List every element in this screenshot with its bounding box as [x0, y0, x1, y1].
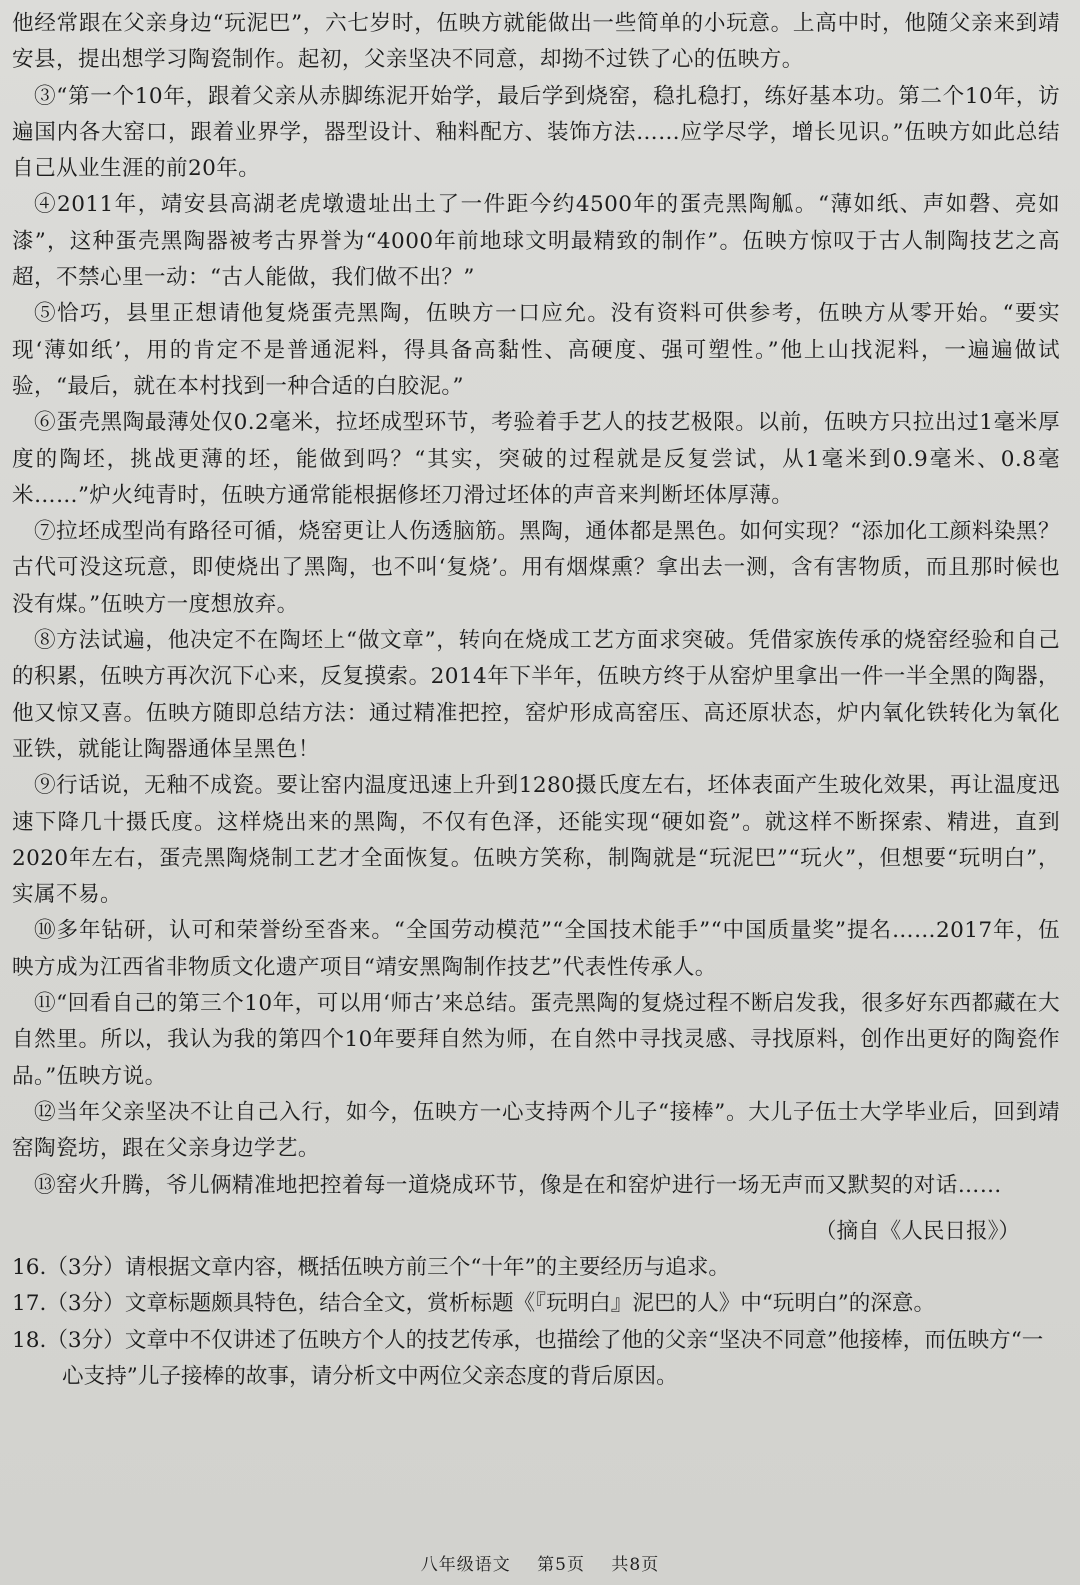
page-footer [0, 1550, 1080, 1575]
paragraph-3: ③“第一个10年，跟着父亲从赤脚练泥开始学，最后学到烧窑，稳扎稳打，练好基本功。第二个10年，访遍国内各大窑口，跟着业界学，器型设计、釉料配方、装饰方法……应学尽学，增长见识。”伍映方如此总结自己从业生涯的前20年。 [12, 83, 1060, 182]
paragraph-10: ⑩多年钻研，认可和荣誉纷至沓来。“全国劳动模范”“全国技术能手”“中国质量奖”提名……2017年，伍映方成为江西省非物质文化遗产项目“靖安黑陶制作技艺”代表性传承人。 [12, 918, 1060, 980]
paragraph-12: ⑫当年父亲坚决不让自己入行，如今，伍映方一心支持两个儿子“接棒”。大儿子伍士大学毕业后，回到靖窑陶瓷坊，跟在父亲身边学艺。 [12, 1099, 1060, 1162]
paragraph-7: ⑦拉坯成型尚有路径可循，烧窑更让人伤透脑筋。黑陶，通体都是黑色。如何实现？“添加化工颜料染黑？古代可没这玩意，即使烧出了黑陶，也不叫‘复烧’。用有烟煤熏？拿出去一测，含有害物质，而且那时候也没有煤。”伍映方一度想放弃。 [12, 519, 1060, 617]
article-source: （摘自《人民日报》） [814, 1218, 1020, 1244]
footer-subject: 八年级语文 [420, 1555, 511, 1575]
paragraph-5: ⑤恰巧，县里正想请他复烧蛋壳黑陶，伍映方一口应允。没有资料可供参考，伍映方从零开始。“要实现‘薄如纸’，用的肯定不是普通泥料，得具备高黏性、高硬度、强可塑性。”他上山找泥料，一遍遍做试验，“最后，就在本村找到一种合适的白胶泥。” [12, 301, 1060, 399]
paragraph-continuation: 他经常跟在父亲身边“玩泥巴”，六七岁时，伍映方就能做出一些简单的小玩意。上高中时，他随父亲来到靖安县，提出想学习陶瓷制作。起初，父亲坚决不同意，却拗不过铁了心的伍映方。 [12, 11, 1060, 73]
paragraph-8: ⑧方法试遍，他决定不在陶坯上“做文章”，转向在烧成工艺方面求突破。凭借家族传承的烧窑经验和自己的积累，伍映方再次沉下心来，反复摸索。2014年下半年，伍映方终于从窑炉里拿出一件一半全黑的陶器，他又惊又喜。伍映方随即总结方法：通过精准把控，窑炉形成高窑压、高还原状态，炉内氧化铁转化为氧化亚铁，就能让陶器通体呈黑色！ [12, 628, 1060, 762]
paragraph-6: ⑥蛋壳黑陶最薄处仅0.2毫米，拉坯成型环节，考验着手艺人的技艺极限。以前，伍映方只拉出过1毫米厚度的陶坯，挑战更薄的坯，能做到吗？“其实，突破的过程就是反复尝试，从1毫米到0.9毫米、0.8毫米……”炉火纯青时，伍映方通常能根据修坯刀滑过坯体的声音来判断坯体厚薄。 [12, 410, 1060, 508]
paragraph-9: ⑨行话说，无釉不成瓷。要让窑内温度迅速上升到1280摄氏度左右，坯体表面产生玻化效果，再让温度迅速下降几十摄氏度。这样烧出来的黑陶，不仅有色泽，还能实现“硬如瓷”。就这样不断探索、精进，直到2020年左右，蛋壳黑陶烧制工艺才全面恢复。伍映方笑称，制陶就是“玩泥巴”“玩火”，但想要“玩明白”，实属不易。 [12, 773, 1060, 908]
question-list [12, 1250, 1060, 1395]
question-16: 16.（3分）请根据文章内容，概括伍映方前三个“十年”的主要经历与追求。 [12, 1255, 730, 1281]
paragraph-11: ⑪“回看自己的第三个10年，可以用‘师古’来总结。蛋壳黑陶的复烧过程不断启发我，很多好东西都藏在大自然里。所以，我认为我的第四个10年要拜自然为师，在自然中寻找灵感、寻找原料，创作出更好的陶瓷作品。”伍映方说。 [12, 991, 1060, 1089]
footer-total-pages: 共8页 [611, 1555, 660, 1575]
question-17: 17.（3分）文章标题颇具特色，结合全文，赏析标题《『玩明白』泥巴的人》中“玩明白”的深意。 [12, 1291, 936, 1317]
footer-page-number: 第5页 [537, 1555, 585, 1575]
question-18: 18.（3分）文章中不仅讲述了伍映方个人的技艺传承，也描绘了他的父亲“坚决不同意”他接棒，而伍映方“一心支持”儿子接棒的故事，请分析文中两位父亲态度的背后原因。 [12, 1327, 1044, 1389]
paragraph-4: ④2011年，靖安县高湖老虎墩遗址出土了一件距今约4500年的蛋壳黑陶觚。“薄如纸、声如磬、亮如漆”，这种蛋壳黑陶器被考古界誉为“4000年前地球文明最精致的制作”。伍映方惊叹于古人制陶技艺之高超，不禁心里一动：“古人能做，我们做不出？” [12, 192, 1060, 291]
paragraph-13: ⑬窑火升腾，爷儿俩精准地把控着每一道烧成环节，像是在和窑炉进行一场无声而又默契的对话…… [34, 1172, 1002, 1198]
article-body [12, 6, 1060, 1204]
